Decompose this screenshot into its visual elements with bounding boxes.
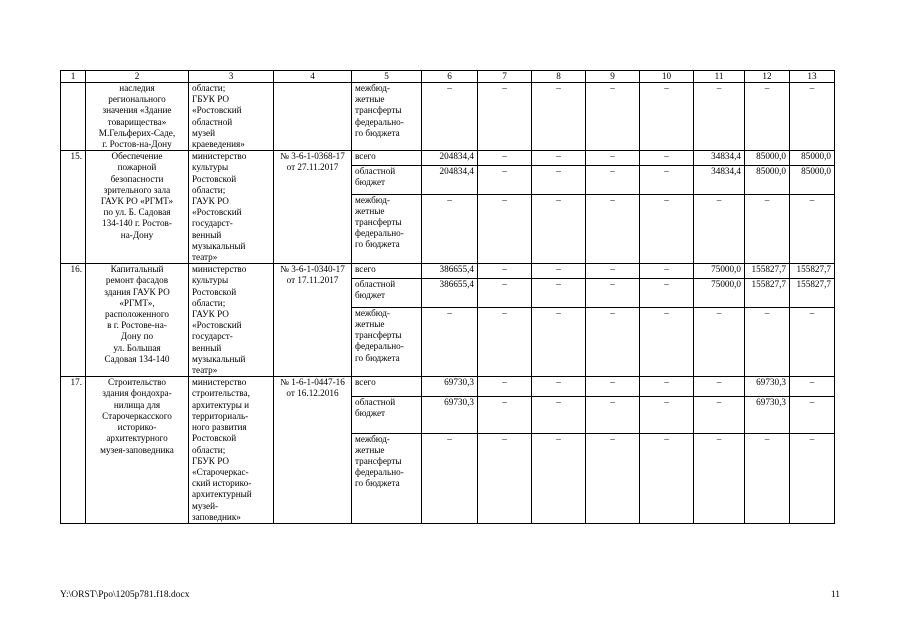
value-cell: – [694, 83, 745, 151]
value-cell: – [586, 83, 640, 151]
value-cell: – [640, 396, 694, 433]
value-cell: – [640, 83, 694, 151]
document-cell [274, 83, 352, 151]
value-cell: – [790, 433, 835, 523]
value-cell: – [640, 151, 694, 166]
value-cell: – [790, 377, 835, 396]
value-cell: – [694, 194, 745, 264]
value-cell: – [478, 377, 532, 396]
value-cell: – [478, 83, 532, 151]
value-cell: – [640, 433, 694, 523]
col-header: 3 [189, 71, 274, 83]
row-number-cell: 17. [61, 377, 86, 524]
value-cell: – [586, 166, 640, 195]
event-name-cell: Строительство здания фондохра- нилища для Старочеркасского историко- архитектурного музея-заповедника [86, 377, 189, 524]
table-row [61, 151, 835, 166]
value-cell: 386655,4 [422, 279, 478, 308]
value-cell: 85000,0 [745, 151, 790, 166]
value-cell: – [640, 166, 694, 195]
col-header: 4 [274, 71, 352, 83]
value-cell: – [532, 151, 586, 166]
value-cell: – [532, 396, 586, 433]
value-cell: – [422, 194, 478, 264]
event-name-cell: наследия регионального значения «Здание товарищества» М.Гельферих-Саде, г. Ростов-на-Дону [86, 83, 189, 151]
value-cell: 75000,0 [694, 264, 745, 279]
value-cell: – [640, 264, 694, 279]
value-cell: – [478, 279, 532, 308]
value-cell: – [790, 396, 835, 433]
value-cell: – [694, 433, 745, 523]
event-name-cell: Капитальный ремонт фасадов здания ГАУК РО «РГМТ», расположенного в г. Ростове-на- Дону по ул. Большая Садовая 134-140 [86, 264, 189, 377]
value-cell: 85000,0 [790, 166, 835, 195]
row-number-cell: 16. [61, 264, 86, 377]
page-number: 11 [830, 590, 840, 600]
value-cell: – [422, 83, 478, 151]
value-cell: 69730,3 [745, 377, 790, 396]
footer-file-path: Y:\ORST\Ppo\1205p781.f18.docx [60, 590, 190, 600]
value-cell: 85000,0 [790, 151, 835, 166]
value-cell: 204834,4 [422, 151, 478, 166]
value-cell: – [745, 307, 790, 377]
funding-source-cell: областной бюджет [352, 396, 422, 433]
value-cell: 69730,3 [422, 377, 478, 396]
value-cell: 155827,7 [745, 279, 790, 308]
executor-cell: министерство культуры Ростовской области; ГАУК РО «Ростовский государст- венный музыкальный театр» [189, 264, 274, 377]
executor-cell: министерство культуры Ростовской области; ГАУК РО «Ростовский государст- венный музыкальный театр» [189, 151, 274, 264]
executor-cell: области; ГБУК РО «Ростовский областной музей краеведения» [189, 83, 274, 151]
row-number-cell [61, 83, 86, 151]
value-cell: – [790, 194, 835, 264]
event-name-cell: Обеспечение пожарной безопасности зрительного зала ГАУК РО «РГМТ» по ул. Б. Садовая 134-140 г. Ростов- на-Дону [86, 151, 189, 264]
col-header: 2 [86, 71, 189, 83]
col-header: 12 [745, 71, 790, 83]
value-cell: – [478, 396, 532, 433]
executor-cell: министерство строительства, архитектуры и территориаль- ного развития Ростовской области; ГБУК РО «Старочеркас- ский историко- архитектурный музей- заповедник» [189, 377, 274, 524]
col-header: 1 [61, 71, 86, 83]
value-cell: – [586, 279, 640, 308]
value-cell: – [586, 396, 640, 433]
col-header: 6 [422, 71, 478, 83]
funding-source-cell: всего [352, 151, 422, 166]
col-header: 8 [532, 71, 586, 83]
value-cell: – [694, 307, 745, 377]
header-row [61, 71, 835, 83]
document-cell: № 3-6-1-0368-17 от 27.11.2017 [274, 151, 352, 264]
value-cell: – [586, 307, 640, 377]
value-cell: – [532, 194, 586, 264]
value-cell: 155827,7 [790, 279, 835, 308]
value-cell: 34834,4 [694, 166, 745, 195]
value-cell: – [532, 279, 586, 308]
funding-source-cell: всего [352, 377, 422, 396]
value-cell: 34834,4 [694, 151, 745, 166]
value-cell: – [422, 433, 478, 523]
value-cell: – [790, 307, 835, 377]
col-header: 9 [586, 71, 640, 83]
value-cell: 69730,3 [422, 396, 478, 433]
value-cell: – [586, 151, 640, 166]
table-row-continued [61, 83, 835, 151]
value-cell: – [532, 83, 586, 151]
value-cell: – [586, 377, 640, 396]
value-cell: 75000,0 [694, 279, 745, 308]
value-cell: – [640, 307, 694, 377]
value-cell: 155827,7 [745, 264, 790, 279]
value-cell: – [694, 377, 745, 396]
value-cell: – [586, 433, 640, 523]
value-cell: – [532, 377, 586, 396]
col-header: 11 [694, 71, 745, 83]
value-cell: – [586, 194, 640, 264]
col-header: 5 [352, 71, 422, 83]
row-number-cell: 15. [61, 151, 86, 264]
value-cell: – [640, 194, 694, 264]
table-row [61, 377, 835, 396]
funding-source-cell: межбюд- жетные трансферты федерально- го бюджета [352, 433, 422, 523]
value-cell: – [694, 396, 745, 433]
funding-source-cell: межбюд- жетные трансферты федерально- го бюджета [352, 83, 422, 151]
value-cell: – [640, 377, 694, 396]
value-cell: – [478, 307, 532, 377]
document-cell: № 3-6-1-0340-17 от 17.11.2017 [274, 264, 352, 377]
value-cell: – [790, 83, 835, 151]
value-cell: – [640, 279, 694, 308]
value-cell: – [478, 151, 532, 166]
col-header: 10 [640, 71, 694, 83]
value-cell: – [745, 433, 790, 523]
funding-source-cell: областной бюджет [352, 279, 422, 308]
document-cell: № 1-6-1-0447-16 от 16.12.2016 [274, 377, 352, 524]
value-cell: – [478, 264, 532, 279]
value-cell: – [532, 433, 586, 523]
value-cell: – [745, 83, 790, 151]
table-row [61, 264, 835, 279]
value-cell: 85000,0 [745, 166, 790, 195]
col-header: 7 [478, 71, 532, 83]
value-cell: 386655,4 [422, 264, 478, 279]
value-cell: – [478, 194, 532, 264]
value-cell: – [478, 433, 532, 523]
funding-source-cell: всего [352, 264, 422, 279]
value-cell: – [478, 166, 532, 195]
col-header: 13 [790, 71, 835, 83]
funding-source-cell: межбюд- жетные трансферты федерально- го бюджета [352, 307, 422, 377]
value-cell: – [532, 307, 586, 377]
value-cell: – [586, 264, 640, 279]
budget-table [60, 70, 835, 524]
value-cell: 204834,4 [422, 166, 478, 195]
value-cell: – [532, 264, 586, 279]
value-cell: – [745, 194, 790, 264]
funding-source-cell: областной бюджет [352, 166, 422, 195]
value-cell: – [532, 166, 586, 195]
funding-source-cell: межбюд- жетные трансферты федерально- го бюджета [352, 194, 422, 264]
value-cell: 69730,3 [745, 396, 790, 433]
value-cell: 155827,7 [790, 264, 835, 279]
value-cell: – [422, 307, 478, 377]
